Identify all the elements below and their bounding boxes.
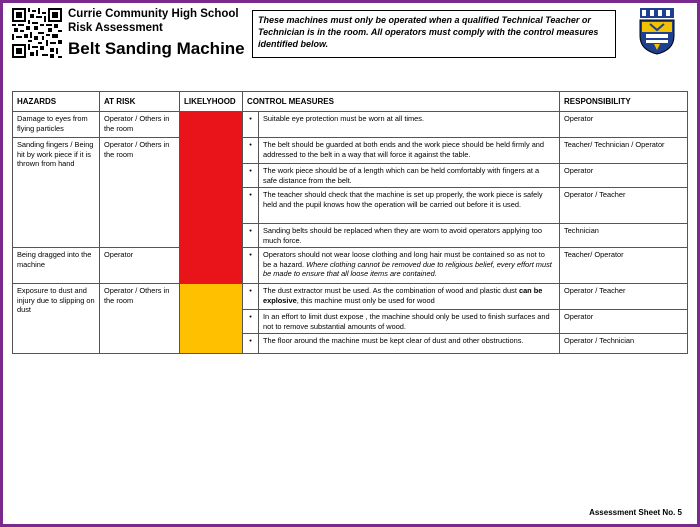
measure-italic-text: Where clothing cannot be removed due to religious belief, every effort must be made to ensure that all loose items are contained. xyxy=(263,259,552,278)
bullet: • xyxy=(243,112,259,138)
document-type: Risk Assessment xyxy=(68,22,163,34)
responsibility-cell: Operator xyxy=(560,310,688,334)
responsibility-cell: Operator xyxy=(560,164,688,188)
bullet: • xyxy=(243,284,259,310)
table-row xyxy=(13,138,688,164)
bullet: • xyxy=(243,310,259,334)
bullet: • xyxy=(243,248,259,284)
risk-assessment-table xyxy=(12,91,688,354)
table-row xyxy=(13,112,688,138)
measure-text: The dust extractor must be used. As the combination of wood and plastic dust xyxy=(263,286,517,295)
likelihood-high-cell xyxy=(180,248,243,284)
at-risk-cell: Operator / Others in the room xyxy=(100,284,180,354)
bullet: • xyxy=(243,224,259,248)
control-measure-cell: The floor around the machine must be kept clear of dust and other obstructions. xyxy=(259,334,560,354)
responsibility-cell: Operator xyxy=(560,112,688,138)
control-measure-cell: The work piece should be of a length which can be held comfortably with fingers at a safe distance from the belt. xyxy=(259,164,560,188)
responsibility-cell: Operator / Technician xyxy=(560,334,688,354)
school-name xyxy=(68,7,239,35)
at-risk-cell: Operator xyxy=(100,248,180,284)
at-risk-cell: Operator / Others in the room xyxy=(100,112,180,138)
responsibility-cell: Technician xyxy=(560,224,688,248)
table-header-row xyxy=(13,92,688,112)
bullet: • xyxy=(243,188,259,224)
header-at-risk: AT RISK xyxy=(100,92,180,112)
likelihood-high-cell xyxy=(180,138,243,248)
header-responsibility: RESPONSIBILITY xyxy=(560,92,688,112)
hazard-cell: Damage to eyes from flying particles xyxy=(13,112,100,138)
control-measure-cell xyxy=(259,284,560,310)
qr-code xyxy=(12,8,62,58)
assessment-sheet-number: Assessment Sheet No. 5 xyxy=(589,508,682,517)
responsibility-cell: Teacher/ Operator xyxy=(560,248,688,284)
bullet: • xyxy=(243,334,259,354)
safety-notice: These machines must only be operated when a qualified Technical Teacher or Technician is in the room. All operators must comply with the control measures identified below. xyxy=(252,10,616,58)
header-control-measures: CONTROL MEASURES xyxy=(243,92,560,112)
table-row xyxy=(13,284,688,310)
table-row xyxy=(13,248,688,284)
hazard-cell: Exposure to dust and injury due to slipping on dust xyxy=(13,284,100,354)
school-crest-icon xyxy=(632,6,682,56)
control-measure-cell: The belt should be guarded at both ends and the work piece should be held firmly and addressed to the belt in a way that will force it against the table. xyxy=(259,138,560,164)
bullet: • xyxy=(243,164,259,188)
at-risk-cell: Operator / Others in the room xyxy=(100,138,180,248)
control-measure-cell: In an effort to limit dust expose , the machine should only be used to finish surfaces and not to remove substantial amounts of wood. xyxy=(259,310,560,334)
likelihood-medium-cell xyxy=(180,284,243,354)
header-hazards: HAZARDS xyxy=(13,92,100,112)
measure-text: Operators should not wear loose clothing and long hair must be contained so as not to be a hazard. xyxy=(263,250,545,269)
control-measure-cell: Sanding belts should be replaced when they are worn to avoid operators applying too much force. xyxy=(259,224,560,248)
responsibility-cell: Operator / Teacher xyxy=(560,284,688,310)
hazard-cell: Being dragged into the machine xyxy=(13,248,100,284)
school-line: Currie Community High School xyxy=(68,8,239,20)
page-title: Belt Sanding Machine xyxy=(68,39,245,58)
control-measure-cell: Suitable eye protection must be worn at all times. xyxy=(259,112,560,138)
control-measure-cell: The teacher should check that the machine is set up properly, the work piece is safely held and the pupil knows how the operation will be carried out before it is used. xyxy=(259,188,560,224)
header-likelihood: LIKELYHOOD xyxy=(180,92,243,112)
measure-text-after: , this machine must only be used for wood xyxy=(296,295,435,305)
measure-bold-text: can be explosive xyxy=(263,286,543,305)
responsibility-cell: Teacher/ Technician / Operator xyxy=(560,138,688,164)
likelihood-high-cell xyxy=(180,112,243,138)
responsibility-cell: Operator / Teacher xyxy=(560,188,688,224)
control-measure-cell xyxy=(259,248,560,284)
bullet: • xyxy=(243,138,259,164)
hazard-cell: Sanding fingers / Being hit by work piece if it is thrown from hand xyxy=(13,138,100,248)
